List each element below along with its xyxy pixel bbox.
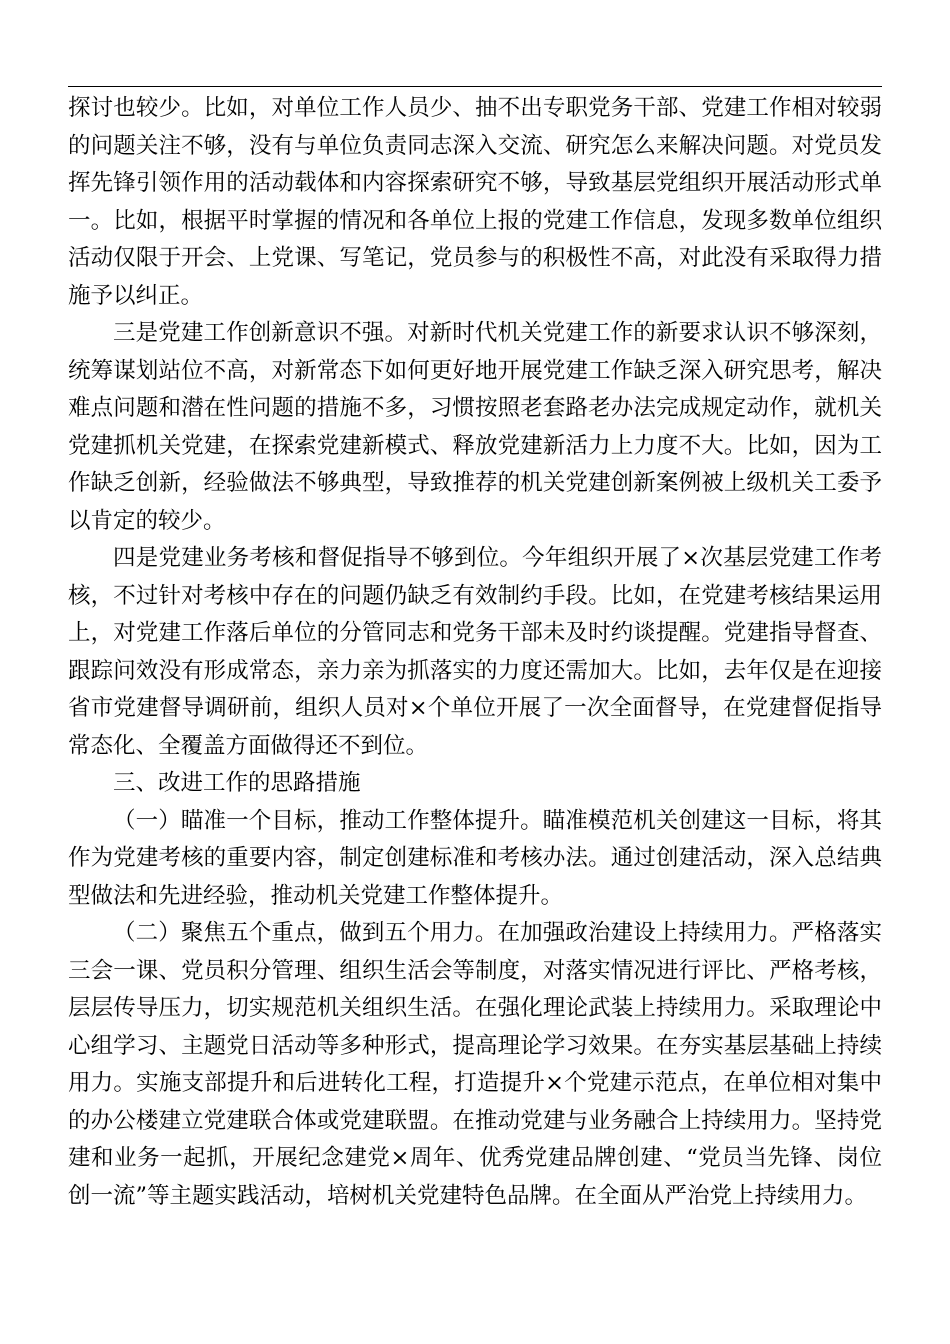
header-rule xyxy=(68,86,882,87)
paragraph-measure-two: （二）聚焦五个重点，做到五个用力。在加强政治建设上持续用力。严格落实三会一课、党员积分管理、组织生活会等制度，对落实情况进行评比、严格考核，层层传导压力，切实规范机关组织生活。在强化理论武装上持续用力。采取理论中心组学习、主题党日活动等多种形式，提高理论学习效果。在夯实基层基础上持续用力。实施支部提升和后进转化工程，打造提升×个党建示范点，在单位相对集中的办公楼建立党建联合体或党建联盟。在推动党建与业务融合上持续用力。坚持党建和业务一起抓，开展纪念建党×周年、优秀党建品牌创建、“党员当先锋、岗位创一流”等主题实践活动，培树机关党建特色品牌。在全面从严治党上持续用力。 xyxy=(68,920,882,1209)
paragraph-continuation: 探讨也较少。比如，对单位工作人员少、抽不出专职党务干部、党建工作相对较弱的问题关注不够，没有与单位负责同志深入交流、研究怎么来解决问题。对党员发挥先锋引领作用的活动载体和内容探索研究不够，导致基层党组织开展活动形式单一。比如，根据平时掌握的情况和各单位上报的党建工作信息，发现多数单位组织活动仅限于开会、上党课、写笔记，党员参与的积极性不高，对此没有采取得力措施予以纠正。 xyxy=(68,95,882,309)
document-body xyxy=(68,90,882,1215)
paragraph-measure-one: （一）瞄准一个目标，推动工作整体提升。瞄准模范机关创建这一目标，将其作为党建考核的重要内容，制定创建标准和考核办法。通过创建活动，深入总结典型做法和先进经验，推动机关党建工作整体提升。 xyxy=(68,807,882,909)
paragraph-point-three: 三是党建工作创新意识不强。对新时代机关党建工作的新要求认识不够深刻，统筹谋划站位不高，对新常态下如何更好地开展党建工作缺乏深入研究思考，解决难点问题和潜在性问题的措施不多，习惯按照老套路老办法完成规定动作，就机关党建抓机关党建，在探索党建新模式、释放党建新活力上力度不大。比如，因为工作缺乏创新，经验做法不够典型，导致推荐的机关党建创新案例被上级机关工委予以肯定的较少。 xyxy=(68,320,882,534)
paragraph-point-four: 四是党建业务考核和督促指导不够到位。今年组织开展了×次基层党建工作考核，不过针对考核中存在的问题仍缺乏有效制约手段。比如，在党建考核结果运用上，对党建工作落后单位的分管同志和党务干部未及时约谈提醒。党建指导督查、跟踪问效没有形成常态，亲力亲为抓落实的力度还需加大。比如，去年仅是在迎接省市党建督导调研前，组织人员对×个单位开展了一次全面督导，在党建督促指导常态化、全覆盖方面做得还不到位。 xyxy=(68,545,882,759)
section-heading: 三、改进工作的思路措施 xyxy=(113,770,361,796)
